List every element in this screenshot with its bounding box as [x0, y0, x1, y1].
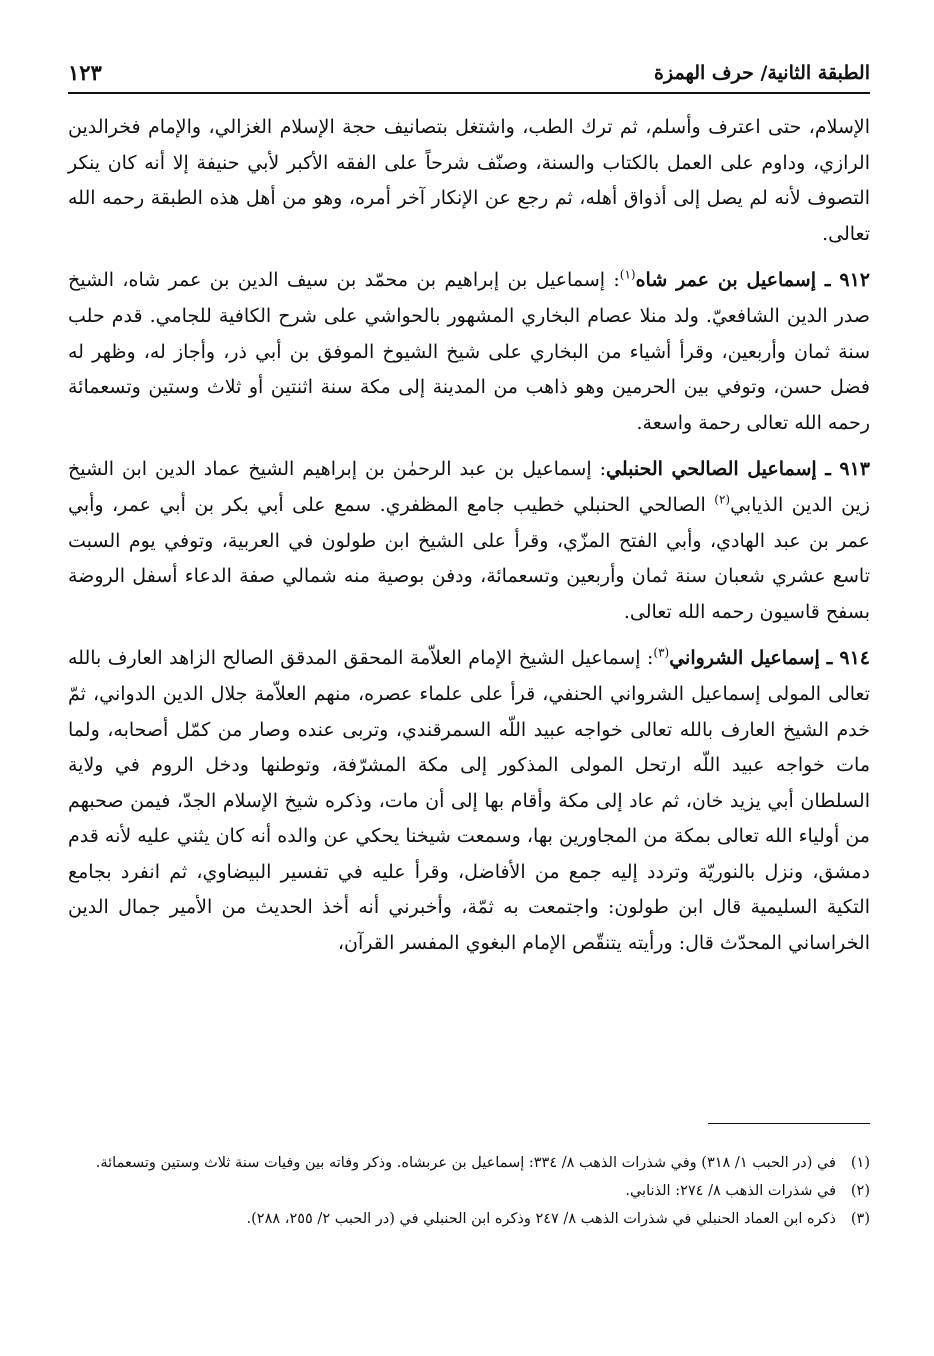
entry-text: : إسماعيل الشيخ الإمام العلاّمة المحقق المدقق الصالح الزاهد العارف بالله تعالى المولى إسماعيل الشرواني الحنفي، قرأ على علماء عصره، منهم العلاّمة جلال الدين الدواني، ثمّ خدم الشيخ العارف بالله تعالى خواجه عبيد اللّه السمرقندي، وتربى عنده وصار من كمّل أصحابه، ولما مات خواجه عبيد اللّه ارتحل المولى المذكور إلى مكة المشرّفة، وتوطنها ودخل الروم في ولاية السلطان أبي يزيد خان، ثم عاد إلى مكة وأقام بها إلى أن مات، وذكره شيخ الإسلام الجدّ، فيمن صحبهم من أولياء الله تعالى بمكة من المجاورين بها، وسمعت شيخنا يحكي عن والده أنه كان يثني عليه لأنه قدم دمشق، ونزل بالنوريّة وتردد إليه جمع من الأفاضل، وقرأ عليه في تفسير البيضاوي، ثم انفرد بجامع التكية السليمية قال ابن طولون: واجتمعت به ثمّة، وأخبرني أنه أخذ الحديث من الأمير جمال الدين الخراساني المحدّث قال: ورأيته يتنقّص الإمام البغوي المفسر القرآن، [68, 647, 870, 955]
page-header [68, 58, 870, 90]
footnote-ref[interactable]: (٢) [714, 492, 731, 507]
entry-914 [68, 641, 870, 961]
footnote-text: في شذرات الذهب ٨/ ٢٧٤: الذنابي. [625, 1183, 836, 1199]
footnote-number: (٢) [850, 1183, 870, 1199]
page-number: ١٢٣ [68, 60, 102, 85]
entry-912 [68, 263, 870, 441]
main-text [68, 110, 870, 973]
footnote-rule [708, 1123, 870, 1124]
footnote-ref[interactable]: (١) [619, 268, 636, 283]
entry-913 [68, 452, 870, 630]
entry-heading: ٩١٢ ـ إسماعيل بن عمر شاه [635, 269, 871, 292]
running-title: الطبقة الثانية/ حرف الهمزة [654, 62, 870, 84]
footnote-1 [80, 1150, 870, 1176]
entry-heading: ٩١٤ ـ إسماعيل الشرواني [669, 647, 871, 670]
entry-text: الصالحي الحنبلي خطيب جامع المظفري. سمع على أبي بكر بن أبي عمر، وأبي عمر بن عبد الهادي، وأبي الفتح المزّي، وقرأ على الشيخ ابن طولون في العربية، وتوفي يوم السبت تاسع عشري شعبان سنة ثمان وأربعين وتسعمائة، ودفن بوصية منه شمالي صفة الدعاء أسفل الروضة بسفح قاسيون رحمه الله تعالى. [68, 493, 870, 623]
footnotes [80, 1150, 870, 1234]
footnote-text: ذكره ابن العماد الحنبلي في شذرات الذهب ٨/ ٢٤٧ وذكره ابن الحنبلي في (در الحبب ٢/ ٢٥٥، ٢٨٨). [246, 1211, 836, 1227]
header-rule [68, 92, 870, 94]
footnote-number: (١) [850, 1155, 870, 1171]
footnote-number: (٣) [850, 1211, 870, 1227]
footnote-ref[interactable]: (٣) [653, 645, 670, 660]
entry-heading: ٩١٣ ـ إسماعيل الصالحي الحنبلي [606, 458, 870, 481]
entry-text: : إسماعيل بن عبد الرحمٰن بن إبراهيم الشيخ عماد الدين ابن الشيخ زين الدين الذيابي [68, 458, 870, 516]
footnote-text: في (در الحبب ١/ ٣١٨) وفي شذرات الذهب ٨/ ٣٣٤: إسماعيل بن عربشاه. وذكر وفاته بين وفيات سنة ثلاث وستين وتسعمائة. [95, 1155, 836, 1171]
entry-text: : إسماعيل بن إبراهيم بن محمّد بن سيف الدين بن عمر شاه، الشيخ صدر الدين الشافعيّ. ولد منلا عصام البخاري المشهور بالحواشي على شرح الكافية للجامي. قدم حلب سنة ثمان وأربعين، وقرأ أشياء من البخاري على شيخ الشيوخ الموفق بن أبي ذر، وأجاز له، وظهر له فضل حسن، وتوفي بين الحرمين وهو ذاهب من المدينة إلى مكة سنة اثنتين أو ثلاث وستين وتسعمائة رحمه الله تعالى رحمة واسعة. [68, 269, 870, 434]
paragraph-text: الإسلام، حتى اعترف وأسلم، ثم ترك الطب، واشتغل بتصانيف حجة الإسلام الغزالي، والإمام فخرالدين الرازي، وداوم على العمل بالكتاب والسنة، وصنّف شرحاً على الفقه الأكبر لأبي حنيفة إلا أنه كان ينكر التصوف لأنه لم يصل إلى أذواق أهله، ثم رجع عن الإنكار آخر أمره، وهو من أهل هذه الطبقة رحمه الله تعالى. [68, 116, 870, 245]
footnote-3 [80, 1206, 870, 1232]
paragraph-continuation [68, 110, 870, 252]
footnote-2 [80, 1178, 870, 1204]
